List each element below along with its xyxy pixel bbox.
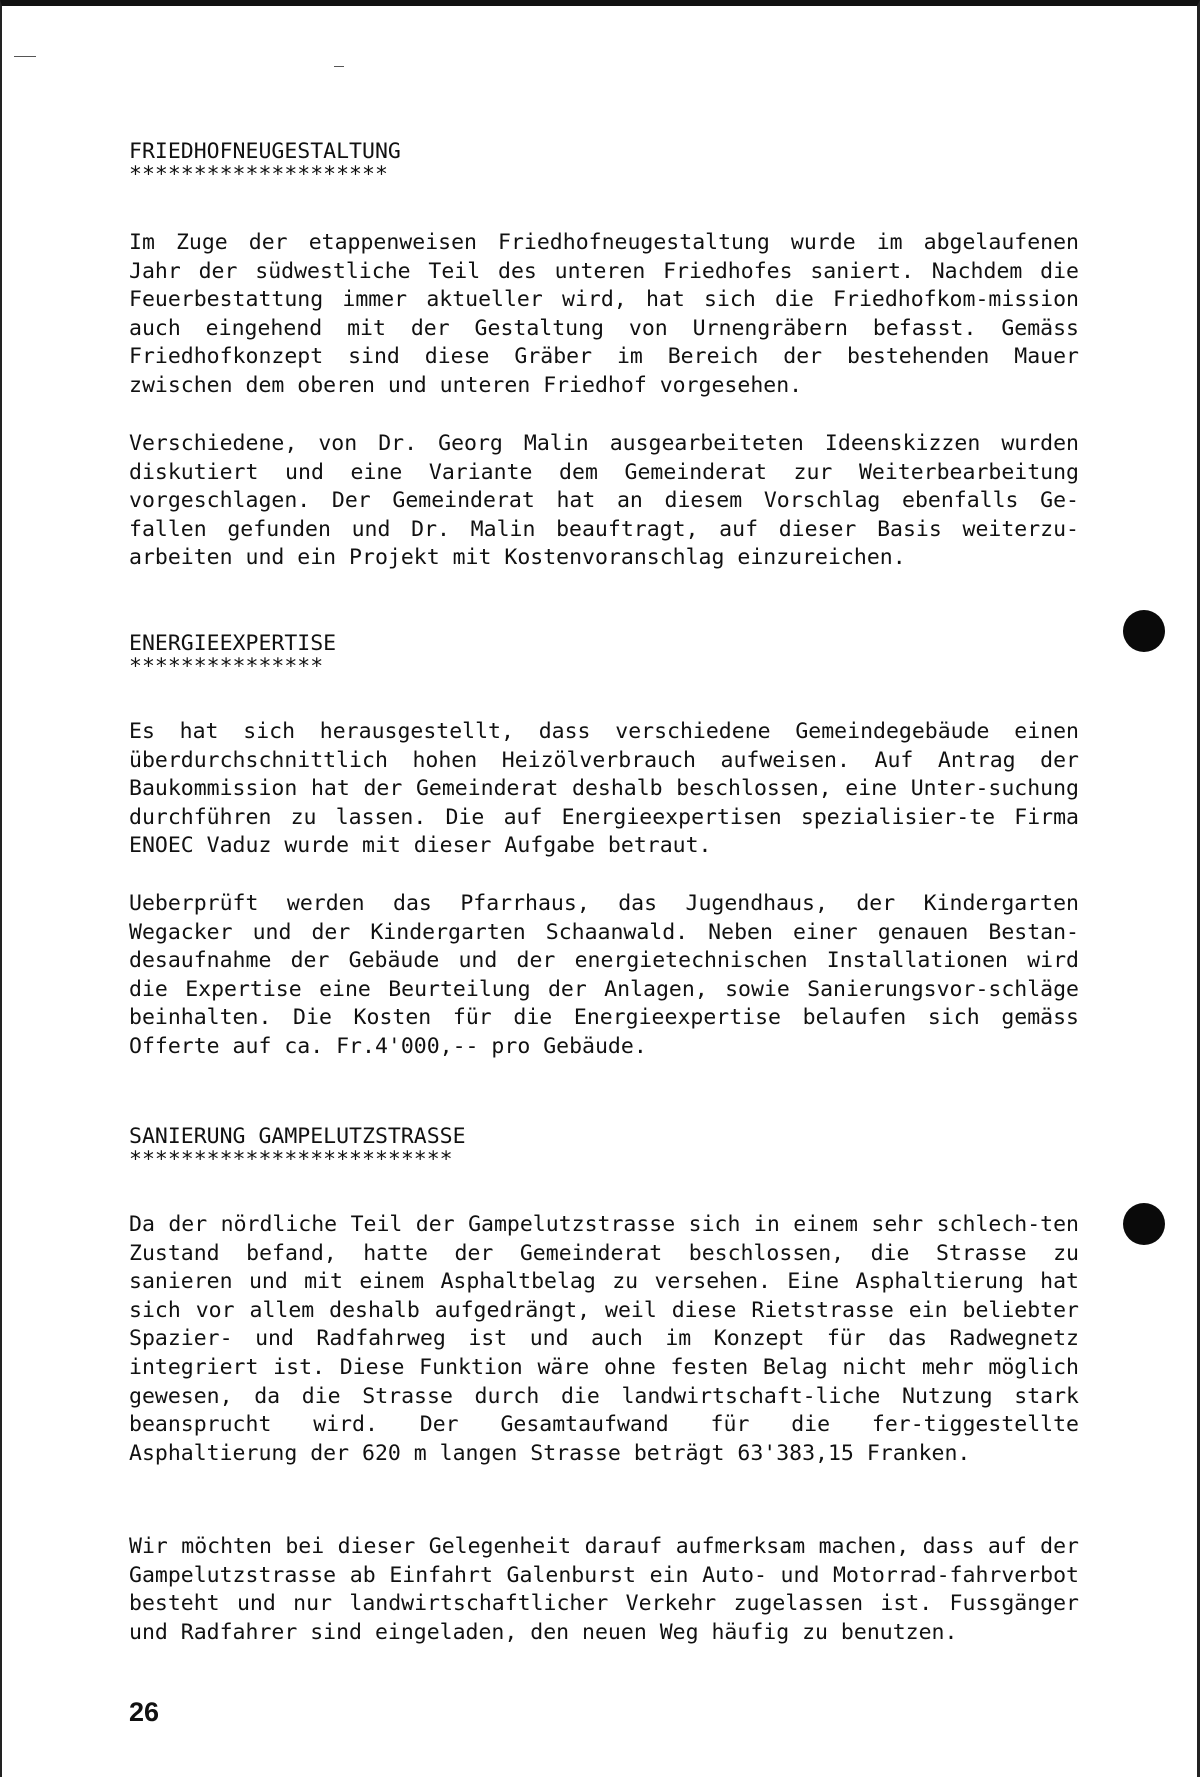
section-underline-stars: ******************** bbox=[129, 162, 388, 187]
scan-mark bbox=[334, 66, 344, 67]
paragraph: Es hat sich herausgestellt, dass verschiedene Gemeindegebäude einen überdurchschnittlich hohen Heizölverbrauch aufweisen. Auf Antrag der Baukommission hat der Gemeinderat deshalb beschlossen, eine Unter-suchung durchführen zu lassen. Die auf Energieexpertisen spezialisier-te Firma ENOEC Vaduz wurde mit dieser Aufgabe betraut. bbox=[129, 719, 1079, 859]
scan-mark bbox=[14, 56, 36, 57]
margin-bullet-dot bbox=[1123, 1203, 1165, 1245]
section-title: FRIEDHOFNEUGESTALTUNG bbox=[129, 139, 401, 164]
page-number: 26 bbox=[129, 1697, 160, 1727]
paragraph: Wir möchten bei dieser Gelegenheit darauf aufmerksam machen, dass auf der Gampelutzstrasse ab Einfahrt Galenburst ein Auto- und Motorrad-fahrverbot besteht und nur landwirtschaftlicher Verkehr zugelassen ist. Fussgänger und Radfahrer sind eingeladen, den neuen Weg häufig zu benutzen. bbox=[129, 1534, 1079, 1645]
section-title: ENERGIEEXPERTISE bbox=[129, 631, 337, 656]
section-friedhof bbox=[129, 140, 1079, 186]
section-gampelutz bbox=[129, 1125, 1079, 1171]
margin-bullet-dot bbox=[1123, 610, 1165, 652]
section-title: SANIERUNG GAMPELUTZSTRASSE bbox=[129, 1124, 466, 1149]
section-energie bbox=[129, 632, 1079, 678]
paragraph: Ueberprüft werden das Pfarrhaus, das Jugendhaus, der Kindergarten Wegacker und der Kindergarten Schaanwald. Neben einer genauen Bestan-desaufnahme der Gebäude und der energietechnischen Installationen wird die Expertise eine Beurteilung der Anlagen, sowie Sanierungsvor-schläge beinhalten. Die Kosten für die Energieexpertise belaufen sich gemäss Offerte auf ca. Fr.4'000,-- pro Gebäude. bbox=[129, 891, 1079, 1059]
paragraph: Im Zuge der etappenweisen Friedhofneugestaltung wurde im abgelaufenen Jahr der südwestliche Teil des unteren Friedhofes saniert. Nachdem die Feuerbestattung immer aktueller wird, hat sich die Friedhofkom-mission auch eingehend mit der Gestaltung von Urnengräbern befasst. Gemäss Friedhofkonzept sind diese Gräber im Bereich der bestehenden Mauer zwischen dem oberen und unteren Friedhof vorgesehen. bbox=[129, 230, 1079, 398]
paragraph: Verschiedene, von Dr. Georg Malin ausgearbeiteten Ideenskizzen wurden diskutiert und eine Variante dem Gemeinderat zur Weiterbearbeitung vorgeschlagen. Der Gemeinderat hat an diesem Vorschlag ebenfalls Ge-fallen gefunden und Dr. Malin beauftragt, auf dieser Basis weiterzu-arbeiten und ein Projekt mit Kostenvoranschlag einzureichen. bbox=[129, 431, 1079, 571]
section-underline-stars: *************** bbox=[129, 654, 324, 679]
section-underline-stars: ************************* bbox=[129, 1147, 453, 1172]
paragraph: Da der nördliche Teil der Gampelutzstrasse sich in einem sehr schlech-ten Zustand befand, hatte der Gemeinderat beschlossen, die Strasse zu sanieren und mit einem Asphaltbelag zu versehen. Eine Asphaltierung hat sich vor allem deshalb aufgedrängt, weil diese Rietstrasse ein beliebter Spazier- und Radfahrweg ist und auch im Konzept für das Radwegnetz integriert ist. Diese Funktion wäre ohne festen Belag nicht mehr möglich gewesen, da die Strasse durch die landwirtschaft-liche Nutzung stark beansprucht wird. Der Gesamtaufwand für die fer-tiggestellte Asphaltierung der 620 m langen Strasse beträgt 63'383,15 Franken. bbox=[129, 1212, 1079, 1466]
